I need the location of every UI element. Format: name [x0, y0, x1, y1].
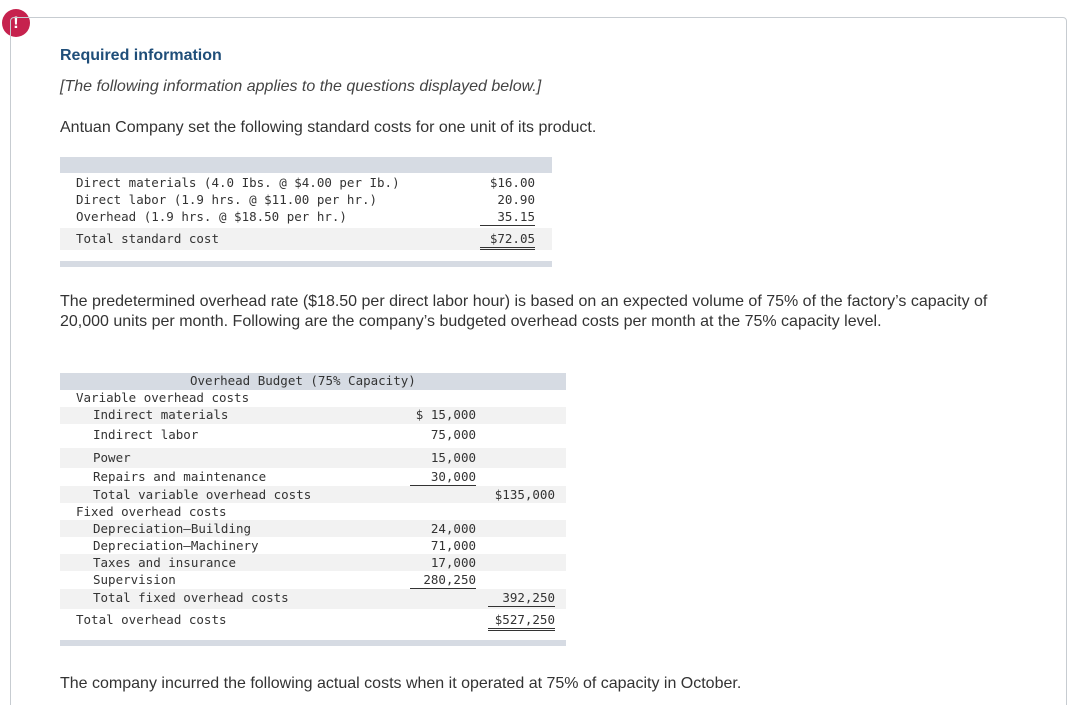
- fixed-item-label: Depreciation—Machinery: [93, 538, 259, 553]
- std-cost-label-materials: Direct materials (4.0 Ibs. @ $4.00 per Ib.): [76, 175, 400, 190]
- variable-item-label: Repairs and maintenance: [93, 469, 267, 484]
- fixed-item-label: Supervision: [93, 572, 176, 587]
- std-cost-label-overhead: Overhead (1.9 hrs. @ $18.50 per hr.): [76, 209, 347, 224]
- table-footer-band: [60, 261, 552, 267]
- fixed-item-label: Taxes and insurance: [93, 555, 236, 570]
- budget-title: Overhead Budget (75% Capacity): [190, 373, 416, 388]
- total-variable-label: Total variable overhead costs: [93, 487, 312, 502]
- total-fixed-label: Total fixed overhead costs: [93, 590, 289, 605]
- fixed-item-value: 280,250: [410, 572, 476, 589]
- variable-item-value: 15,000: [430, 450, 476, 465]
- fixed-item-label: Depreciation—Building: [93, 521, 252, 536]
- fixed-heading: Fixed overhead costs: [76, 504, 227, 519]
- variable-item-label: Power: [93, 450, 131, 465]
- overhead-rate-text: The predetermined overhead rate ($18.50 per direct labor hour) is based on an expected volume of 75% of the factory’s capacity of 20,000 units per month. Following are the company’s budgeted overhead costs per month at the 75% capacity level.: [60, 293, 988, 330]
- variable-heading: Variable overhead costs: [76, 390, 250, 405]
- alert-icon: !: [2, 9, 30, 37]
- total-fixed-value: 392,250: [488, 590, 555, 607]
- std-cost-label-labor: Direct labor (1.9 hrs. @ $11.00 per hr.): [76, 192, 378, 207]
- std-cost-value-materials: $16.00: [489, 175, 535, 190]
- variable-item-value: 30,000: [410, 469, 476, 486]
- total-overhead-value: $527,250: [488, 612, 555, 631]
- required-information-title: Required information: [60, 47, 222, 64]
- variable-item-label: Indirect labor: [93, 427, 199, 442]
- table-header-band: [60, 157, 552, 173]
- total-overhead-label: Total overhead costs: [76, 612, 227, 627]
- intro-text: Antuan Company set the following standard costs for one unit of its product.: [60, 119, 597, 136]
- std-cost-total-label: Total standard cost: [76, 231, 219, 246]
- fixed-item-value: 71,000: [430, 538, 476, 553]
- variable-item-label: Indirect materials: [93, 407, 229, 422]
- variable-item-value: 75,000: [430, 427, 476, 442]
- required-information-note: [The following information applies to the questions displayed below.]: [60, 78, 542, 95]
- total-variable-value: $135,000: [494, 487, 555, 502]
- actual-costs-text: The company incurred the following actual costs when it operated at 75% of capacity in October.: [60, 675, 742, 692]
- variable-item-value: $ 15,000: [415, 407, 476, 422]
- std-cost-value-labor: 20.90: [497, 192, 535, 207]
- budget-footer-band: [60, 640, 566, 646]
- std-cost-total-value: $72.05: [480, 231, 535, 250]
- fixed-item-value: 17,000: [430, 555, 476, 570]
- budget-row-shade: [60, 448, 566, 468]
- fixed-item-value: 24,000: [430, 521, 476, 536]
- std-cost-value-overhead: 35.15: [480, 209, 535, 226]
